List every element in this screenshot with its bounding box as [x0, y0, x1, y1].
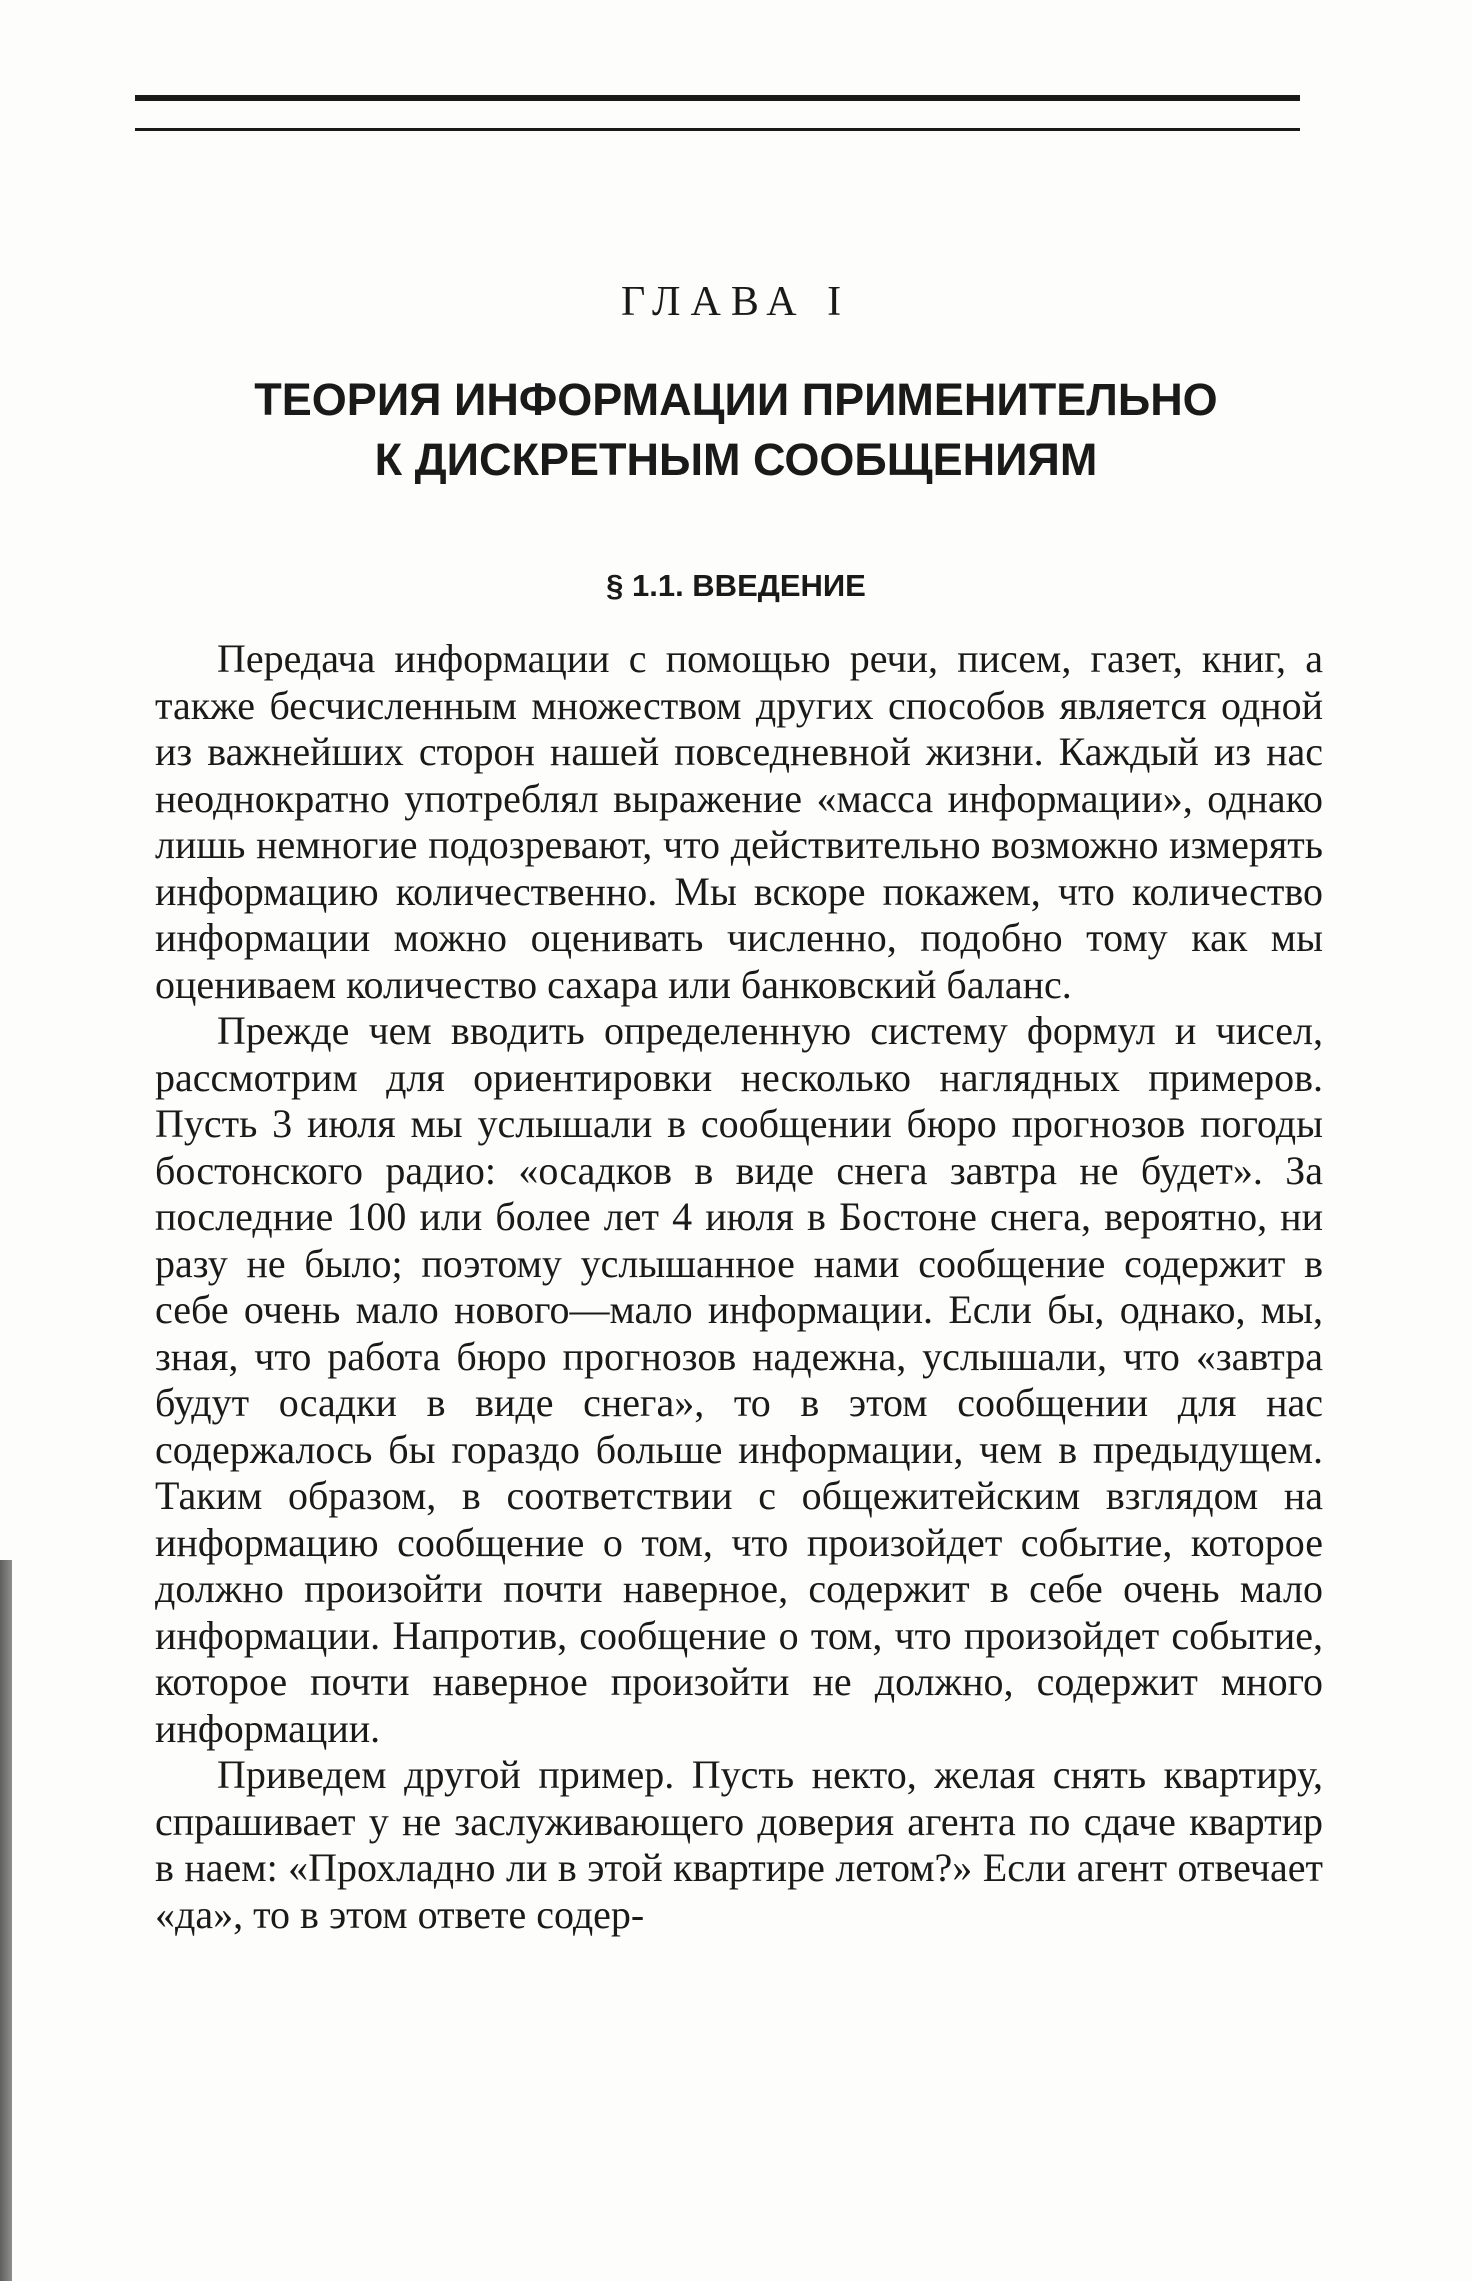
scan-margin-shadow: [0, 1560, 12, 2281]
section-title: § 1.1. ВВЕДЕНИЕ: [606, 568, 866, 603]
body-text: [155, 636, 1323, 1938]
paragraph: Прежде чем вводить определенную систему формул и чисел, рассмотрим для ориентировки несколько наглядных примеров. Пусть 3 июля мы услышали в сообщении бюро прогнозов погоды бостонского радио: «осадков в виде снега завтра не будет». За последние 100 или более лет 4 июля в Бостоне снега, вероятно, ни разу не было; поэтому услышанное нами сообщение содержит в себе очень мало нового—мало информации. Если бы, однако, мы, зная, что работа бюро прогнозов надежна, услышали, что «завтра будут осадки в виде снега», то в этом сообщении для нас содержалось бы гораздо больше информации, чем в предыдущем. Таким образом, в соответствии с общежитейским взглядом на информацию сообщение о том, что произойдет событие, которое должно произойти почти наверное, содержит в себе очень мало информации. Напротив, сообщение о том, что произойдет событие, которое почти наверное произойти не должно, содержит много информации.: [155, 1008, 1323, 1751]
header-rule-thick: [135, 95, 1300, 101]
paragraph: Приведем другой пример. Пусть некто, желая снять квартиру, спрашивает у не заслуживающего доверия агента по сдаче квартир в наем: «Прохладно ли в этой квартире летом?» Если агент отвечает «да», то в этом ответе содер-: [155, 1752, 1323, 1937]
chapter-title: [150, 370, 1322, 490]
chapter-title-line-1: ТЕОРИЯ ИНФОРМАЦИИ ПРИМЕНИТЕЛЬНО: [254, 374, 1218, 425]
chapter-title-line-2: К ДИСКРЕТНЫМ СООБЩЕНИЯМ: [374, 434, 1098, 485]
header-rule-thin: [135, 128, 1300, 131]
chapter-label: ГЛАВА I: [620, 279, 852, 325]
paragraph: Передача информации с помощью речи, писем, газет, книг, а также бесчисленным множеством других способов является одной из важнейших сторон нашей повседневной жизни. Каждый из нас неоднократно употреблял выражение «масса информации», однако лишь немногие подозревают, что действительно возможно измерять информацию количественно. Мы вскоре покажем, что количество информации можно оценивать численно, подобно тому как мы оцениваем количество сахара или банковский баланс.: [155, 636, 1323, 1007]
